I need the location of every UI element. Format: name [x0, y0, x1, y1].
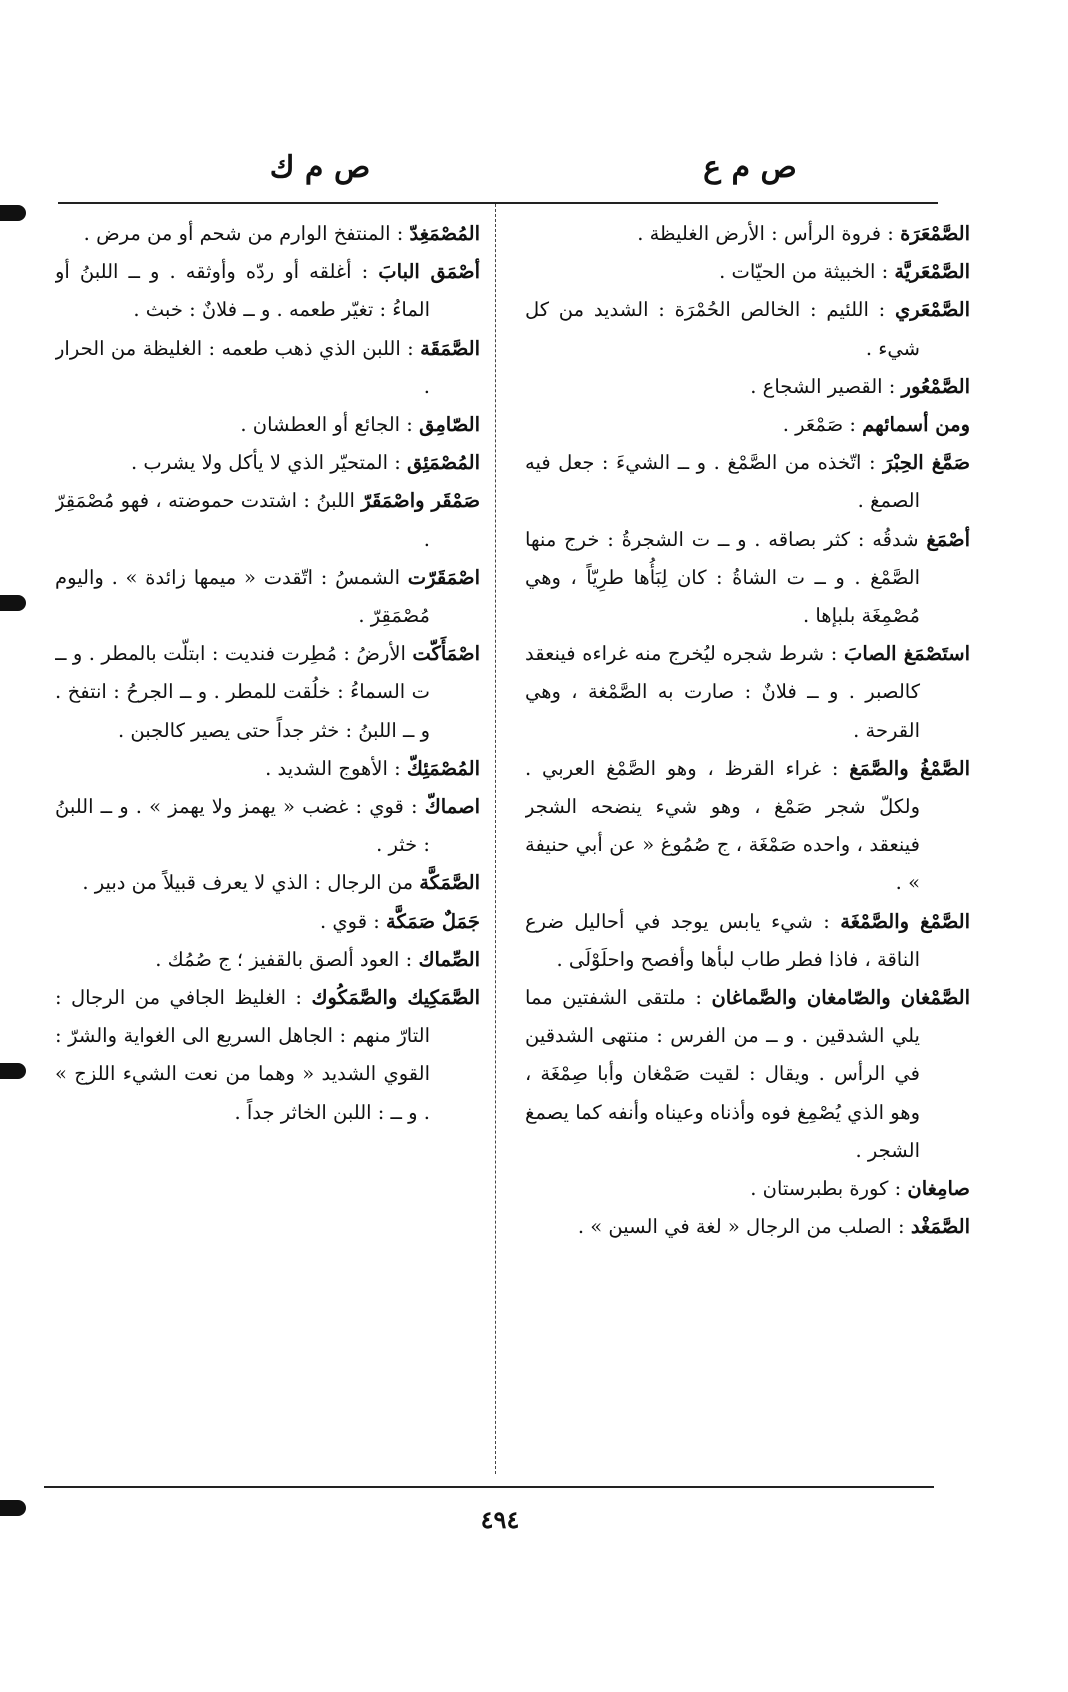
- entry-headword: صَمْقَر واصْمَقَرّ: [361, 489, 480, 513]
- entry-headword: الصَّمْعَري: [895, 298, 970, 322]
- entry-headword: الصَّمْعَرَة: [900, 222, 970, 245]
- entry-headword: المُصْمَئِكّ: [406, 756, 480, 780]
- entry-definition: : كورة بطبرستان .: [750, 1177, 902, 1201]
- entry-headword: استَصْمَغ الصابَ: [844, 642, 970, 666]
- entry-definition: : الجائع أو العطشان .: [240, 413, 413, 437]
- dictionary-entry: [55, 941, 480, 979]
- dictionary-entry: [525, 521, 970, 636]
- entry-definition: : الصلب من الرجال « لغة في السين » .: [577, 1215, 905, 1239]
- entry-headword: الصَّمَكِيك والصَّمَكُوك: [311, 986, 480, 1010]
- entry-definition: : الخبيثة من الحيّات .: [719, 260, 889, 284]
- entry-headword: الصَّمَغْد: [910, 1215, 970, 1239]
- scan-mark: [0, 1063, 26, 1079]
- scan-mark: [0, 595, 26, 611]
- dictionary-entry: [55, 330, 480, 406]
- entry-definition: : قوي .: [320, 909, 380, 933]
- entry-definition: : صَمْعَر .: [782, 413, 856, 437]
- dictionary-entry: [525, 1170, 970, 1208]
- dictionary-entry: [55, 444, 480, 482]
- column-divider: [495, 204, 496, 1474]
- dictionary-entry: [525, 291, 970, 367]
- dictionary-entry: [525, 979, 970, 1170]
- entry-definition: : المتحيّر الذي لا يأكل ولا يشرب .: [131, 451, 401, 475]
- entry-headword: المُصْمَئِق: [407, 451, 480, 475]
- entry-headword: المُصْمَغِدّ: [409, 222, 480, 245]
- scan-mark: [0, 1500, 26, 1516]
- entry-definition: الأرضُ : مُطِرت فنديت : ابتلّت بالمطر . و ــ ت السماءُ : خلُقت للمطر . و ــ الجرحُ : انتفخ . و ــ اللبنُ : خثر جداً حتى يصير كالجبن .: [55, 642, 430, 742]
- entry-headword: الصَّمْغ والصَّمْغَة: [840, 909, 970, 933]
- dictionary-entry: [55, 559, 480, 635]
- entry-headword: أصْمَغ: [926, 527, 970, 551]
- dictionary-entry: [525, 368, 970, 406]
- scan-mark: [0, 205, 26, 221]
- entry-headword: صامِغان: [907, 1177, 970, 1201]
- entry-headword: جَمَلٌ صَمَكَّة: [386, 909, 480, 933]
- dictionary-entry: [55, 215, 480, 253]
- page-number: ٤٩٤: [480, 1505, 520, 1534]
- entry-headword: أصْمَق البابَ: [378, 260, 480, 284]
- dictionary-entry: [525, 406, 970, 444]
- dictionary-entry: [55, 635, 480, 750]
- dictionary-entry: [525, 750, 970, 903]
- entry-definition: شدقُه : كثر بصاقه . و ــ ت الشجرةُ : خرج منها الصَّمْغ . و ــ ت الشاةُ : كان لِبَأُها طرِيّاً ، وهي مُصْمِغَة بلبإها .: [525, 527, 920, 628]
- entry-headword: الصَّمْعَريَّة: [894, 260, 970, 284]
- entry-definition: : الأهوج الشديد .: [265, 756, 401, 780]
- dictionary-entry: [525, 444, 970, 520]
- dictionary-entry: [55, 253, 480, 329]
- entry-definition: : فروة الرأس : الأرض الغليظة .: [637, 222, 894, 245]
- entry-headword: صَمَّغ الحِبْرَ: [883, 451, 970, 475]
- dictionary-entry: [525, 903, 970, 979]
- entry-headword: الصَّمْعُور: [901, 374, 970, 398]
- right-column: [525, 215, 970, 1475]
- entry-definition: من الرجال : الذي لا يعرف قبيلاً من دبير .: [82, 871, 414, 895]
- entry-definition: : المنتفخ الوارم من شحم أو من مرض .: [83, 222, 404, 245]
- dictionary-entry: [55, 903, 480, 941]
- entry-definition: : اللبن الذي ذهب طعمه : الغليظة من الحرار .: [55, 336, 430, 398]
- dictionary-entry: [55, 482, 480, 558]
- entry-definition: : القصير الشجاع .: [750, 374, 896, 398]
- entry-definition: اللبنُ : اشتدت حموضته ، فهو مُصْمَقِرّ .: [55, 489, 430, 551]
- entry-definition: : الغليظ الجافي من الرجال : التارّ منهم : الجاهل السريع الى الغواية والشرّ : القوي الشديد « وهما من نعت الشيء اللزج » . و ــ : اللبن الخاثر جداً .: [55, 986, 430, 1124]
- entry-definition: : اتّخذه من الصَّمْغ . و ــ الشيءَ : جعل فيه الصمغ .: [525, 451, 920, 513]
- dictionary-entry: [55, 750, 480, 788]
- dictionary-entry: [55, 406, 480, 444]
- dictionary-entry: [525, 635, 970, 750]
- dictionary-entry: [55, 979, 480, 1132]
- dictionary-entry: [525, 215, 970, 253]
- entry-definition: : العود ألصق بالقفيز ؛ ج صُمُك .: [155, 947, 413, 971]
- entry-definition: : ملتقى الشفتين مما يلي الشدقين . و ــ من الفرس : منتهى الشدقين في الرأس . ويقال : لقيت صَمْغان وأبا صِمْغَة ، وهو الذي يُصْمِغ فوه وأذناه وعيناه وأنفه كما يصمغ الشجر .: [525, 986, 920, 1162]
- bottom-rule: [44, 1486, 934, 1488]
- entry-headword: اصماكّ: [424, 795, 480, 819]
- entry-headword: الصِّماك: [418, 947, 480, 971]
- entry-definition: : قوي : غضب « يهمز ولا يهمز » . و ــ اللبنُ : خثر .: [55, 795, 430, 857]
- entry-definition: : اللئيم : الخالص الحُمْرَة : الشديد من كل شيء .: [525, 298, 920, 360]
- entry-definition: : شيء يابس يوجد في أحاليل ضرع الناقة ، فاذا فطر طاب لبأها وأفصح واحلَوْلَى .: [525, 909, 920, 971]
- entry-headword: الصَّمْغان والصّامغان والصَّماغان: [711, 986, 970, 1010]
- dictionary-entry: [55, 864, 480, 902]
- entry-headword: اصْمَقَرّت: [407, 565, 480, 589]
- dictionary-entry: [525, 1208, 970, 1246]
- entry-definition: : شرط شجره ليُخرج منه غراءه فينعقد كالصبر . و ــ فلانٌ : صارت به الصَّمْغة ، وهي القرحة .: [525, 642, 920, 742]
- top-rule: [58, 202, 938, 204]
- dictionary-entry: [525, 253, 970, 291]
- entry-headword: ومن أسمائهم: [862, 413, 970, 437]
- entry-definition: : غراء القرظ ، وهو الصَّمْغ العربي . ولكلّ شجر صَمْغ ، وهو شيء ينضحه الشجر فينعقد ، واحده صَمْغَة ، ج صُمُوغ « عن أبي حنيفة » .: [525, 756, 920, 895]
- dictionary-entry: [55, 788, 480, 864]
- entry-definition: الشمسُ : اتّقدت « ميمها زائدة » . واليوم مُصْمَقِرّ .: [55, 565, 430, 628]
- header-root-right: ص م ع: [703, 150, 797, 185]
- entry-definition: : أغلقه أو ردّه وأوثقه . و ــ اللبنُ أو الماءُ : تغيّر طعمه . و ــ فلانٌ : خبث .: [55, 260, 430, 322]
- entry-headword: الصّامِق: [419, 413, 480, 437]
- header-root-left: ص م ك: [269, 150, 371, 185]
- entry-headword: الصَّمَكَّة: [419, 871, 480, 895]
- entry-headword: الصَّمَقَة: [420, 336, 480, 360]
- left-column: [55, 215, 480, 1475]
- entry-headword: اصْمَأَكّت: [412, 642, 480, 666]
- entry-headword: الصَّمْغُ والصَّمَغ: [849, 756, 970, 780]
